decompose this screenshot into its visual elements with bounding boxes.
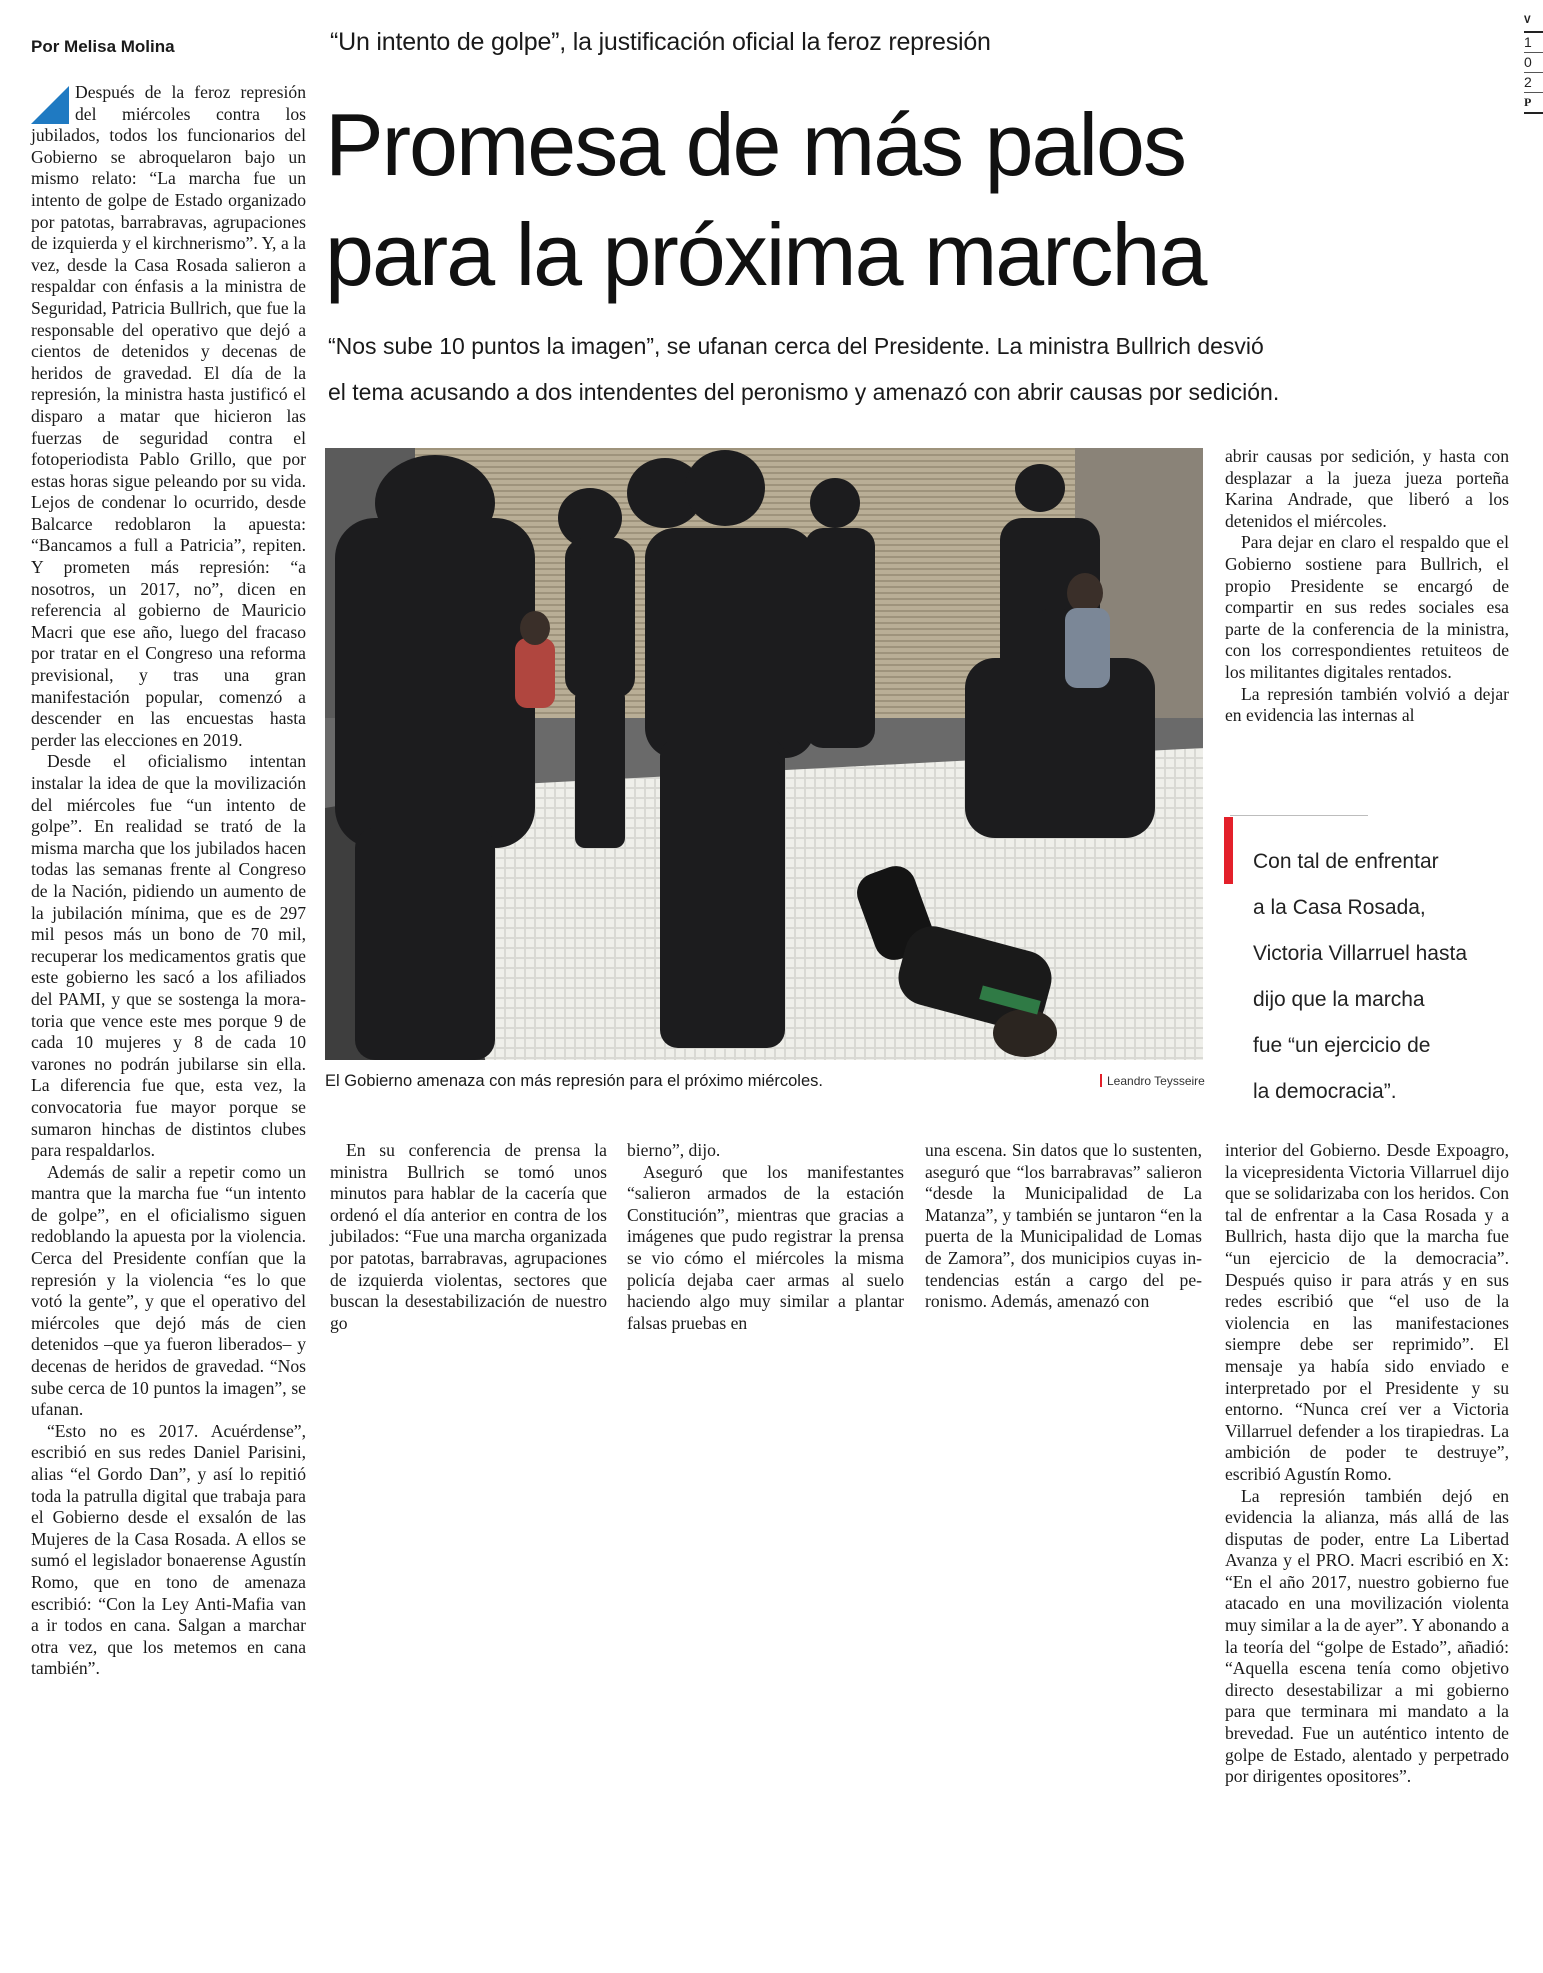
paragraph: En su conferencia de prensa la ministra Bullrich se tomó unos minutos para hablar de la cacería que ordenó el día anterior en contra de los jubilados: “Fue una marcha organizada por patotas, barrabravas, agrupaciones de izquierda violentas, sectores que buscan la desestabilización de nuestro go (330, 1140, 607, 1333)
paragraph (31, 82, 306, 751)
pull-quote-bar-icon (1224, 817, 1233, 884)
deck-line-1: “Nos sube 10 puntos la imagen”, se ufanan cerca del Presidente. La ministra Bullrich desvió (328, 333, 1264, 359)
headline (325, 90, 1205, 310)
deck (328, 323, 1488, 415)
paragraph: Para dejar en claro el respaldo que el Gobierno sostiene para Bullrich, el propio Presidente se encargó de compartir en sus redes sociales esa parte de la conferencia de la ministra, con los correspondientes retuiteos de los militantes digitales rentados. (1225, 532, 1509, 682)
pull-quote-text (1253, 839, 1467, 1115)
paragraph: Aseguró que los manifestantes “salieron armados de la estación Constitución”, mientras que gracias a imágenes que pudo registrar la prensa se vio cómo el miércoles la misma policía dejaba caer armas al suelo haciendo algo muy similar a plantar falsas pruebas en (627, 1161, 904, 1333)
page-edge-index (1524, 12, 1543, 114)
edge-item: P (1524, 93, 1543, 114)
edge-item: 0 (1524, 53, 1543, 73)
edge-item: 2 (1524, 73, 1543, 93)
pull-quote-rule (1230, 815, 1368, 816)
paragraph: La represión también volvió a dejar en evidencia las internas al (1225, 683, 1509, 726)
paragraph: Desde el oficialismo intentan instalar la idea de que la movilización del miércoles fue “un intento de golpe”. En realidad se trató de la misma marcha que los jubilados hacen todas las semanas frente al Congreso de la Nación, pidiendo un aumento de la jubilación mínima, que es de 297 mil pesos más un bono de 70 mil, recuperar los medicamentos gratis que este gobierno les sacó a los afiliados del PAMI, y que se sostenga la moratoria que vence este mes porque 9 de cada 10 mujeres y 8 de cada 10 varones no podrán jubilarse sin ella. La diferencia fue que, esta vez, la convocatoria fue mayor porque se sumaron hinchas de distintos clubes para respaldarlos. (31, 751, 306, 1161)
pull-quote-line: fue “un ejercicio de (1253, 1034, 1431, 1057)
byline: Por Melisa Molina (31, 37, 175, 56)
paragraph: Además de salir a repetir como un mantra que la marcha fue “un intento de golpe”, en el oficialismo siguen redoblando la apuesta por la violencia. Cerca del Presidente confían que la represión y la violencia “es lo que votó la gente”, y que el operativo del miércoles que dejó más de cien detenidos –que ya fueron liberados– y decenas de heridos de gravedad. “Nos sube cerca de 10 puntos la imagen”, se ufanan. (31, 1161, 306, 1420)
bottom-column-3 (925, 1140, 1202, 1313)
kicker: “Un intento de golpe”, la justificación oficial la feroz represión (330, 28, 991, 56)
paragraph-text: Después de la feroz represión del miércoles contra los jubilados, todos los funcionarios del Gobierno se abroquelaron bajo un mismo relato: “La marcha fue un intento de golpe de Estado organizado por patotas, barrabravas, agrupaciones de izquierda y el kirchnerismo”. Y, a la vez, desde la Casa Rosada salieron a respaldar con énfasis a la ministra de Seguridad, Patricia Bullrich, que fue la responsable del operativo que dejó a cientos de detenidos y decenas de heridos de gravedad. El día de la represión, la ministra hasta justificó el disparo a matar que hicieron las fuerzas de seguridad contra el fotoperiodista Pablo Grillo, que por estas horas sigue peleando por su vida. Lejos de condenar lo ocurrido, desde Balcarce redoblaron la apuesta: “Bancamos a full a Patricia”, repiten. Y prometen más represión: “a nosotros, un 2017, no”, dicen en referencia al gobierno de Mauricio Macri que ese año, luego del fracaso por tratar en el Congreso una reforma previsional, y tras una gran manifestación popular, comenzó a descender en las encuestas hasta perder las elecciones en 2019. (31, 82, 306, 750)
pull-quote-line: dijo que la marcha (1253, 988, 1425, 1011)
photo-credit-text: Leandro Teysseire (1107, 1074, 1205, 1088)
headline-line-2: para la próxima marcha (325, 205, 1206, 304)
photo-illustration (325, 448, 1203, 1060)
headline-line-1: Promesa de más palos (325, 95, 1185, 194)
paragraph: “Esto no es 2017. Acuérdense”, escribió en sus redes Daniel Parisini, alias “el Gordo Dan”, y así lo repitió toda la patrulla digital que trabaja para el Gobierno desde el exsalón de las Mujeres de la Casa Rosada. A ellos se sumó el legislador bonaerense Agustín Romo, que en tono de amenaza escribió: “Con la Ley Anti-Mafia van a ir todos en cana. Salgan a marchar otra vez, que los metemos en cana también”. (31, 1420, 306, 1679)
pull-quote-line: Victoria Villarruel hasta (1253, 942, 1467, 965)
photo-credit (1100, 1074, 1205, 1088)
column-1 (31, 82, 306, 1680)
paragraph: una escena. Sin datos que lo sustenten, aseguró que “los barrabravas” salieron “desde la Municipalidad de La Matanza”, y también se juntaron “en la puerta de la Municipalidad de Lomas de Zamora”, dos municipios cuyas intendencias están a cargo del peronismo. Además, amenazó con (925, 1140, 1202, 1312)
pull-quote-line: Con tal de enfrentar (1253, 850, 1439, 873)
deck-line-2: el tema acusando a dos intendentes del peronismo y amenazó con abrir causas por sedición. (328, 379, 1280, 405)
paragraph: La represión también dejó en evidencia la alianza, más allá de las disputas de poder, entre La Libertad Avanza y el PRO. Macri escribió en X: “En el año 2017, nuestro gobierno fue atacado en una movilización violenta muy similar a la de ayer”. Y abonando a la teoría del “golpe de Estado”, añadió: “Aquella escena tenía como objetivo directo desestabilizar a mi gobierno para que terminara mi mandato a la brevedad. Fue un auténtico intento de golpe de Estado, alentado y perpetrado por dirigentes opositores”. (1225, 1485, 1509, 1787)
news-photo (325, 448, 1203, 1060)
paragraph: interior del Gobierno. Desde Expoagro, la vicepresidenta Victoria Villarruel dijo que se solidarizaba con los heridos. Con tal de enfrentar a la Casa Rosada y a Bullrich, hasta dijo que la marcha fue “un ejercicio de la democracia”. Después quiso ir para atrás y en sus redes escribió que “el uso de la violencia en las manifestaciones siempre debe ser reprimido”. El mensaje ya había sido enviado e interpretado por el Presidente y su entorno. “Nunca creí ver a Victoria Villarruel defender a los tirapiedras. La ambición de poder te destruye”, escribió Agustín Romo. (1225, 1140, 1509, 1484)
photo-caption: El Gobierno amenaza con más represión para el próximo miércoles. (325, 1072, 823, 1090)
bottom-column-4 (1225, 1140, 1509, 1788)
column-right-top (1225, 446, 1509, 727)
paragraph: abrir causas por sedición, y hasta con desplazar a la jueza jueza porteña Karina Andrade, que liberó a los detenidos el miércoles. (1225, 446, 1509, 531)
paragraph: bierno”, dijo. (627, 1140, 721, 1160)
credit-bar-icon (1100, 1074, 1102, 1087)
edge-item: 1 (1524, 33, 1543, 53)
pull-quote-line: la democracia”. (1253, 1080, 1397, 1103)
bottom-column-1 (330, 1140, 607, 1334)
edge-item: V (1524, 12, 1543, 33)
pull-quote-line: a la Casa Rosada, (1253, 896, 1426, 919)
bottom-column-2 (627, 1140, 904, 1334)
dropcap-triangle-icon (31, 86, 69, 124)
